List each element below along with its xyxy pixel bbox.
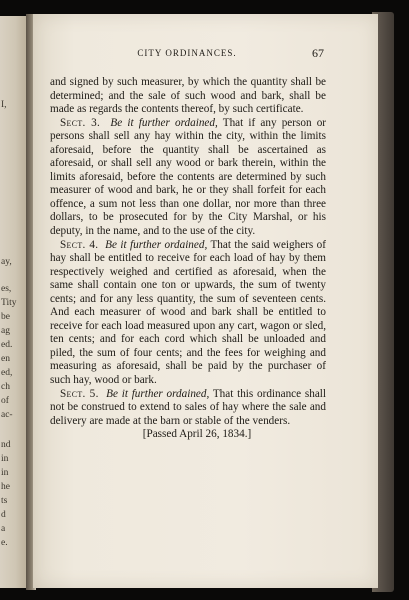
left-page-fragment: ag: [1, 326, 10, 336]
left-page-fragment: a: [1, 524, 6, 534]
left-page-fragment: be: [1, 312, 10, 322]
section-paragraph: [50, 239, 326, 388]
page-header: [50, 46, 324, 60]
left-page-fragment: in: [1, 468, 9, 478]
left-page-fragment: of: [1, 396, 9, 406]
left-page-fragment: e.: [1, 538, 8, 548]
left-page-fragment: ac-: [1, 410, 13, 420]
left-page-edge: [0, 16, 28, 588]
left-page-fragment: ed,: [1, 368, 13, 378]
left-page-fragment: he: [1, 482, 10, 492]
section-label: Sect. 4.: [60, 238, 99, 251]
left-page-fragment: ed.: [1, 340, 13, 350]
enacting-clause: Be it further ordained,: [110, 116, 218, 129]
left-page-fragment: Tity: [1, 298, 17, 308]
section-paragraph: [50, 388, 326, 429]
paragraph-text: That this ordinance shall not be construed to extend to sales of hay where the sale and delivery are made at the barn or stable of the venders.: [50, 387, 326, 427]
left-page-fragment: d: [1, 510, 6, 520]
left-page-fragment: ch: [1, 382, 10, 392]
left-page-fragment: nd: [1, 440, 11, 450]
paragraph-text: and signed by such measurer, by which the quantity shall be determined; and the sale of such wood and bark, shall be made as regards the contents thereof, by such certificate.: [50, 76, 326, 116]
left-page-fragment: I,: [1, 100, 7, 110]
enacting-clause: Be it further ordained,: [106, 387, 210, 400]
paragraph-text: That the said weighers of hay shall be entitled to receive for each load of hay by them respectively weighed and certified as aforesaid, when the same shall contain one ton or upwards, the sum of twenty cents; and for any less quantity, the sum of seventeen cents. And each measurer of wood and bark shall be entitled to receive for each load measured upon any cart, wagon or sled, ten cents; and for each cord which shall be unloaded and piled, the sum of four cents; and the fees for weighing and measuring as aforesaid, shall be paid by the purchaser of such hay, wood or bark.: [50, 238, 327, 387]
paragraph-text: That if any person or persons shall sell any hay within the city, within the limits aforesaid, before the quantity shall be ascertained as aforesaid, or shall sell any wood or bark therein, within the limits aforesaid, before the contents are determined by such measurer of wood and bark, he or they shall forfeit for each offence, a sum not less than one dollar, nor more than three dollars, to be prosecuted for by the City Marshal, or his deputy, in the name, and to the use of the city.: [50, 116, 327, 238]
left-page-fragment: in: [1, 454, 9, 464]
page-number: 67: [312, 46, 324, 60]
running-head: CITY ORDINANCES.: [137, 48, 237, 58]
left-page-fragment: en: [1, 354, 10, 364]
left-page-fragment: es,: [1, 284, 12, 294]
left-page-fragment: ts: [1, 496, 8, 506]
section-paragraph: [50, 117, 326, 239]
passed-date: [Passed April 26, 1834.]: [142, 428, 252, 441]
paragraph: [50, 76, 326, 117]
section-label: Sect. 3.: [60, 116, 101, 129]
page-body: [50, 76, 326, 442]
enacting-clause: Be it further ordained,: [105, 238, 208, 251]
left-page-fragment: ay,: [1, 257, 12, 267]
section-label: Sect. 5.: [60, 387, 99, 400]
